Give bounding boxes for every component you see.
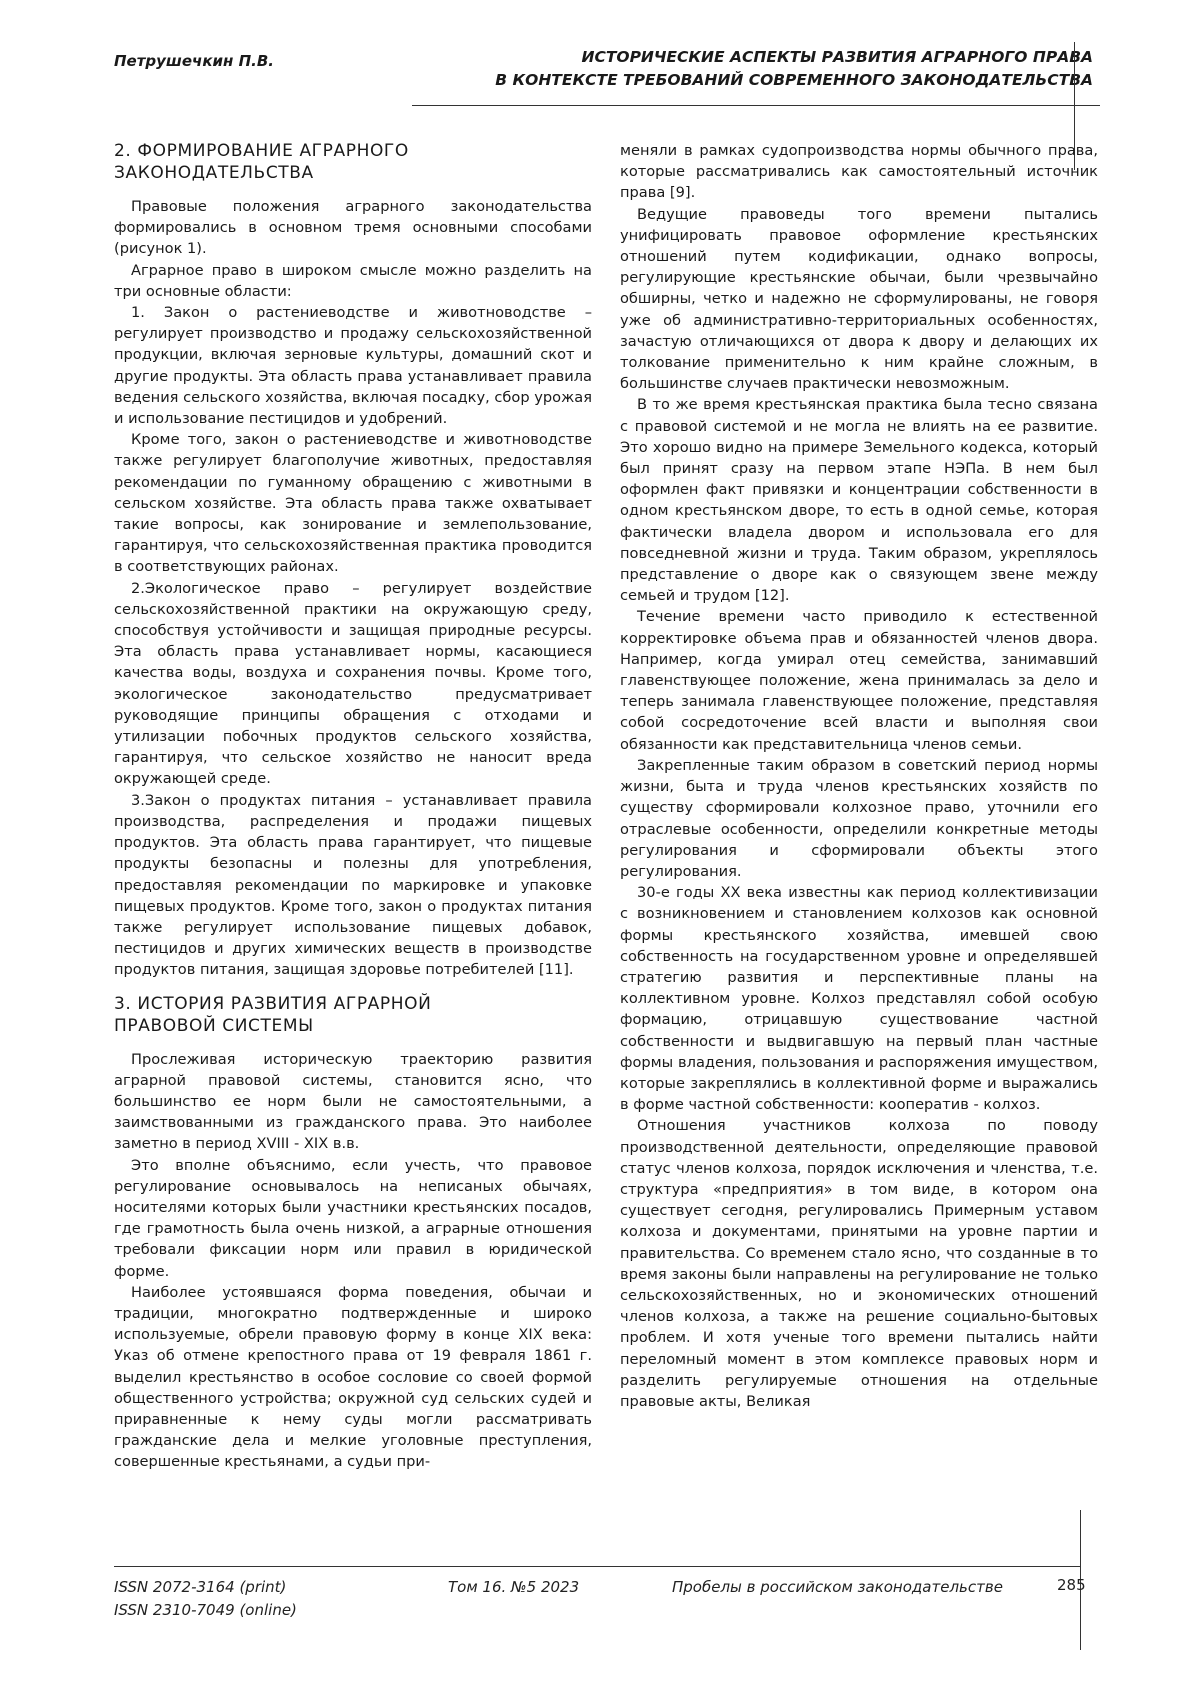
article-title xyxy=(443,46,1093,92)
section-2-heading xyxy=(114,140,592,184)
right-column xyxy=(620,140,1098,1412)
paragraph: Наиболее устоявшаяся форма поведения, обычаи и традиции, многократно подтвержденные и широко используемые, обрели правовую форму в конце XIX века: Указ об отмене крепостного права от 19 февраля 1861 г. выделил крестьянство в особое сословие со своей формой общественного устройства; окружной суд сельских судей и приравненные к нему суды могли рассматривать гражданские дела и мелкие уголовные преступления, совершенные крестьянами, а судьи при- xyxy=(114,1282,592,1473)
paragraph: 2.Экологическое право – регулирует воздействие сельскохозяйственной практики на окружающую среду, способствуя устойчивости и защищая природные ресурсы. Эта область права устанавливает нормы, касающиеся качества воды, воздуха и сохранения почвы. Кроме того, экологическое законодательство предусматривает руководящие принципы обращения с отходами и утилизации побочных продуктов сельского хозяйства, гарантируя, что сельское хозяйство не наносит вреда окружающей среде. xyxy=(114,578,592,790)
issn-online: ISSN 2310-7049 (online) xyxy=(114,1599,297,1622)
paragraph: Правовые положения аграрного законодательства формировались в основном тремя основными способами (рисунок 1). xyxy=(114,196,592,260)
issn-print: ISSN 2072-3164 (print) xyxy=(114,1576,297,1599)
footer-rule xyxy=(114,1566,1080,1567)
volume-issue: Том 16. №5 2023 xyxy=(448,1576,579,1599)
paragraph: 1. Закон о растениеводстве и животноводстве – регулирует производство и продажу сельскохозяйственной продукции, включая зерновые культуры, домашний скот и другие продукты. Эта область права устанавливает правила ведения сельского хозяйства, включая посадку, сбор урожая и использование пестицидов и удобрений. xyxy=(114,302,592,429)
paragraph: 3.Закон о продуктах питания – устанавливает правила производства, распределения и продажи пищевых продуктов. Эта область права гарантирует, что пищевые продукты безопасны и полезны для употребления, предоставляя рекомендации по маркировке и упаковке пищевых продуктов. Кроме того, закон о продуктах питания также регулирует использование пищевых добавок, пестицидов и других химических веществ в производстве продуктов питания, защищая здоровье потребителей [11]. xyxy=(114,790,592,981)
paragraph: Закрепленные таким образом в советский период нормы жизни, быта и труда членов крестьянских хозяйств по существу сформировали колхозное право, уточнили его отраслевые особенности, определили конкретные методы регулирования и сформировали объекты этого регулирования. xyxy=(620,755,1098,882)
article-title-line-2: В КОНТЕКСТЕ ТРЕБОВАНИЙ СОВРЕМЕННОГО ЗАКОНОДАТЕЛЬСТВА xyxy=(443,69,1093,92)
section-2-heading-line-1: 2. ФОРМИРОВАНИЕ АГРАРНОГО xyxy=(114,141,409,161)
paragraph: Течение времени часто приводило к естественной корректировке объема прав и обязанностей членов двора. Например, когда умирал отец семейства, занимавший главенствующее положение, жена принималась за дело и теперь занимала главенствующее положение, представляя собой сосредоточение всей власти и выполняя свои обязанности как представительница членов семьи. xyxy=(620,606,1098,754)
paragraph: Аграрное право в широком смысле можно разделить на три основные области: xyxy=(114,260,592,302)
issn-block xyxy=(114,1576,297,1622)
paragraph: 30-е годы XX века известны как период коллективизации с возникновением и становлением колхозов как основной формы крестьянского хозяйства, имевшей свою собственность на государственном уровне и определявшей стратегию развития и перспективные планы на коллективном уровне. Колхоз представлял собой особую формацию, отрицавшую существование частной собственности и выдвигавшую на первый план частные формы владения, пользования и распоряжения имуществом, которые закреплялись в коллективной форме и выражались в форме частной собственности: кооператив - колхоз. xyxy=(620,882,1098,1115)
left-column xyxy=(114,140,592,1473)
paragraph: Это вполне объяснимо, если учесть, что правовое регулирование основывалось на неписаных обычаях, носителями которых были участники крестьянских посадов, где грамотность была очень низкой, а аграрные отношения требовали фиксации норм или правил в юридической форме. xyxy=(114,1155,592,1282)
section-3-heading xyxy=(114,993,592,1037)
section-3-heading-line-2: ПРАВОВОЙ СИСТЕМЫ xyxy=(114,1016,314,1036)
page-number: 285 xyxy=(1057,1576,1086,1594)
paragraph: Кроме того, закон о растениеводстве и животноводстве также регулирует благополучие животных, предоставляя рекомендации по гуманному обращению с животными в сельском хозяйстве. Эта область права также охватывает такие вопросы, как зонирование и землепользование, гарантируя, что сельскохозяйственная практика проводится в соответствующих районах. xyxy=(114,429,592,577)
paragraph: В то же время крестьянская практика была тесно связана с правовой системой и не могла не влиять на ее развитие. Это хорошо видно на примере Земельного кодекса, который был принят сразу на первом этапе НЭПа. В нем был оформлен факт привязки и концентрации собственности в одном крестьянском дворе, то есть в одной семье, которая фактически владела двором и использовала его для повседневной жизни и труда. Таким образом, укреплялось представление о дворе как о связующем звене между семьей и трудом [12]. xyxy=(620,394,1098,606)
paragraph: Ведущие правоведы того времени пытались унифицировать правовое оформление крестьянских отношений путем кодификации, однако вопросы, регулирующие крестьянские обычаи, были чрезвычайно обширны, четко и надежно не сформулированы, не говоря уже об административно-территориальных особенностях, зачастую отличающихся от двора к двору и делающих их толкование применительно к ним крайне сложным, в большинстве случаев практически невозможным. xyxy=(620,204,1098,395)
paragraph: Прослеживая историческую траекторию развития аграрной правовой системы, становится ясно, что большинство ее норм были не самостоятельными, а заимствованными из гражданского права. Это наиболее заметно в период XVIII - XIX в.в. xyxy=(114,1049,592,1155)
journal-name: Пробелы в российском законодательстве xyxy=(672,1576,1003,1599)
article-title-line-1: ИСТОРИЧЕСКИЕ АСПЕКТЫ РАЗВИТИЯ АГРАРНОГО ПРАВА xyxy=(443,46,1093,69)
author-name: Петрушечкин П.В. xyxy=(114,52,274,70)
section-3-heading-line-1: 3. ИСТОРИЯ РАЗВИТИЯ АГРАРНОЙ xyxy=(114,994,431,1014)
paragraph-continued: меняли в рамках судопроизводства нормы обычного права, которые рассматривались как самостоятельный источник права [9]. xyxy=(620,140,1098,204)
paragraph: Отношения участников колхоза по поводу производственной деятельности, определяющие правовой статус членов колхоза, порядок исключения и членства, т.е. структура «предприятия» в том виде, в котором она существует сегодня, регулировались Примерным уставом колхоза и документами, принятыми на уровне партии и правительства. Со временем стало ясно, что созданные в то время законы были направлены на регулирование не только сельскохозяйственных, но и экономических отношений членов колхоза, а также на решение социально-бытовых проблем. И хотя ученые того времени пытались найти переломный момент в этом комплексе правовых норм и разделить регулируемые отношения на отдельные правовые акты, Великая xyxy=(620,1115,1098,1412)
section-2-heading-line-2: ЗАКОНОДАТЕЛЬСТВА xyxy=(114,163,314,183)
header-rule xyxy=(412,105,1100,106)
